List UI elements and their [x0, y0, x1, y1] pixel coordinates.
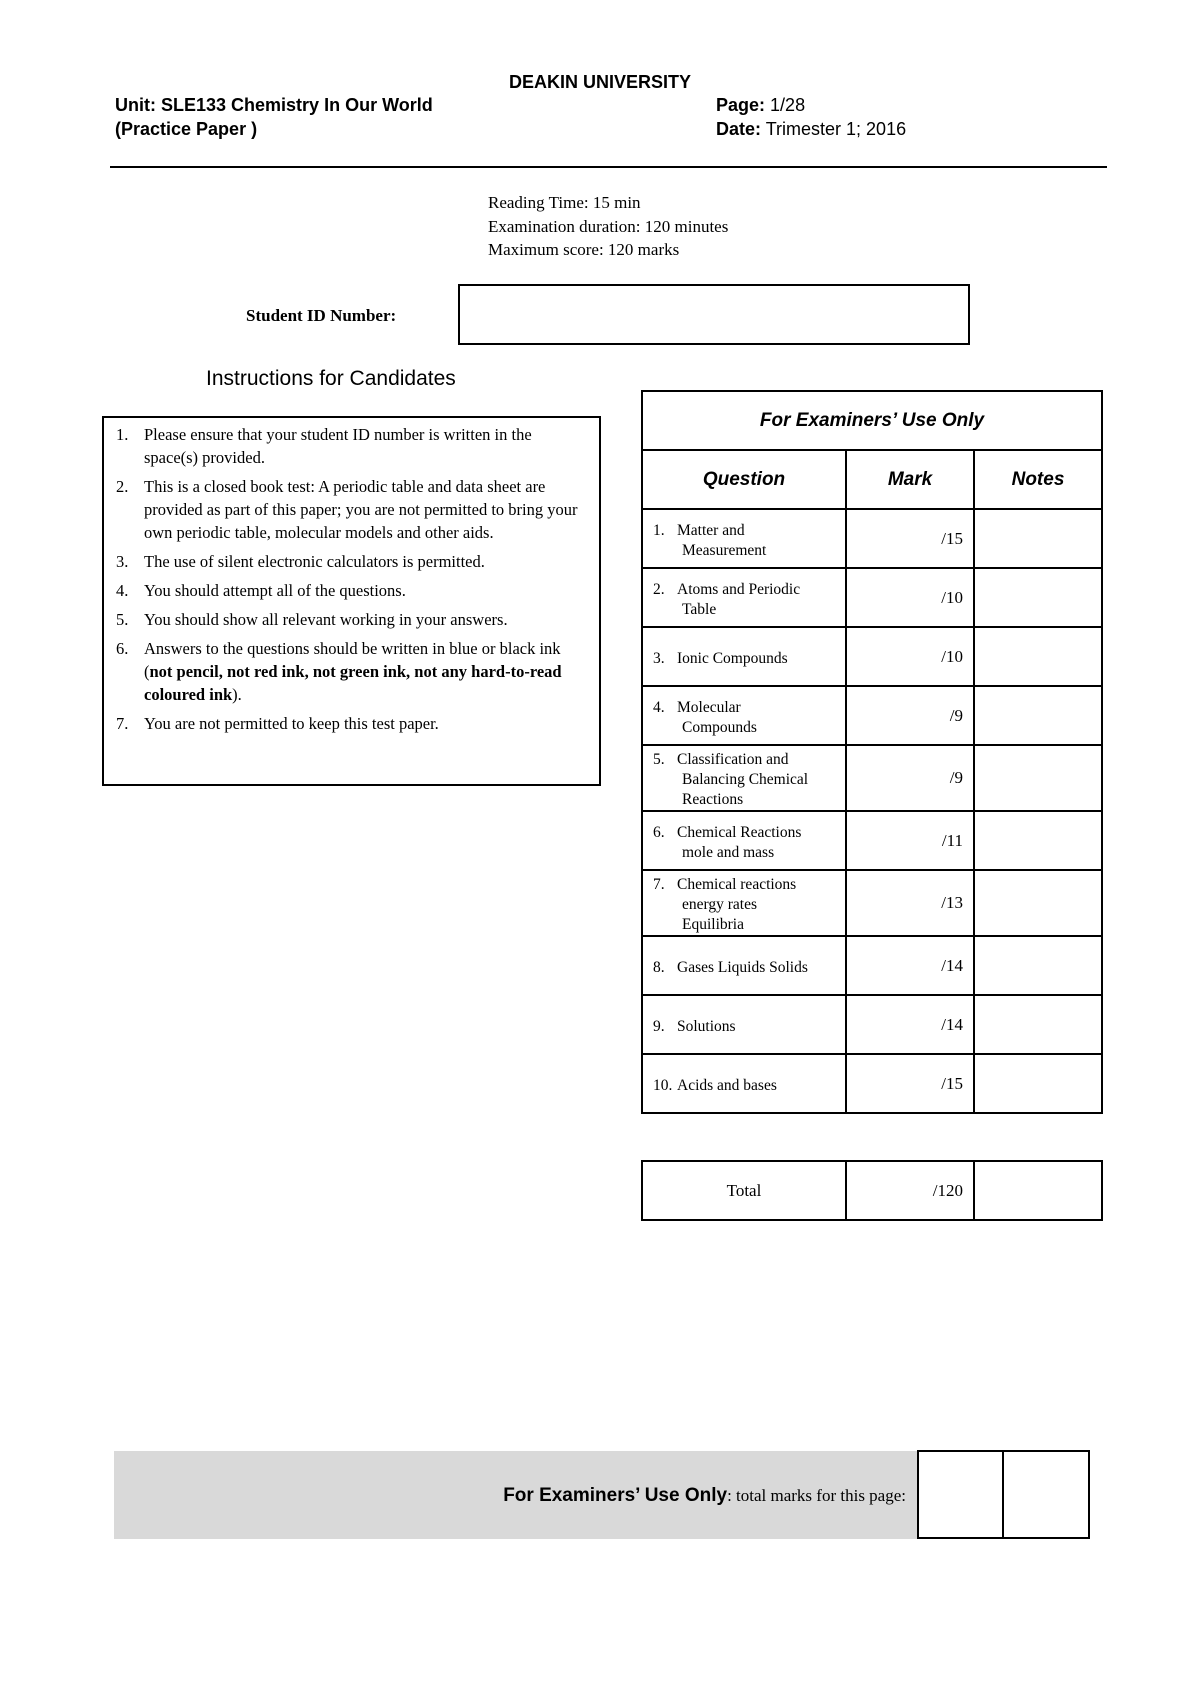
question-title: Solutions: [677, 1017, 736, 1035]
question-title: Gases Liquids Solids: [677, 958, 808, 976]
mark-cell[interactable]: /9: [846, 686, 974, 745]
question-cell: [642, 686, 846, 745]
instruction-text: You should attempt all of the questions.: [144, 581, 406, 600]
question-row: [642, 936, 1102, 995]
instruction-text: Please ensure that your student ID number is written in the space(s) provided.: [144, 425, 532, 467]
date-label: Date:: [716, 119, 762, 139]
question-row: [642, 627, 1102, 686]
total-notes-cell[interactable]: [974, 1161, 1102, 1220]
instruction-text: You are not permitted to keep this test paper.: [144, 714, 439, 733]
notes-cell[interactable]: [974, 568, 1102, 627]
instruction-number: 6.: [116, 639, 129, 658]
question-cell: [642, 811, 846, 870]
question-row: [642, 811, 1102, 870]
notes-cell[interactable]: [974, 745, 1102, 811]
question-cell: [642, 936, 846, 995]
notes-cell[interactable]: [974, 627, 1102, 686]
instruction-number: 3.: [116, 552, 129, 571]
mark-cell[interactable]: /15: [846, 509, 974, 568]
question-row: [642, 509, 1102, 568]
question-title-continuation: Compounds: [682, 718, 757, 736]
instruction-number: 5.: [116, 610, 129, 629]
question-title-line: [653, 875, 837, 895]
instruction-emphasis: not pencil, not red ink, not green ink, not any hard-to-read coloured ink: [144, 662, 562, 704]
total-table: [641, 1160, 1103, 1221]
question-number: 5.: [653, 751, 665, 768]
question-row: [642, 870, 1102, 936]
examiners-table: [641, 390, 1103, 1114]
question-title: Atoms and Periodic: [677, 580, 801, 598]
column-header-mark: Mark: [846, 450, 974, 509]
instruction-item: [116, 608, 585, 631]
instruction-number: 2.: [116, 477, 129, 496]
question-title-continuation: Equilibria: [682, 916, 744, 933]
student-id-field[interactable]: [458, 284, 970, 345]
question-title: Molecular: [677, 698, 741, 716]
total-row: [642, 1161, 1102, 1220]
mark-cell[interactable]: /15: [846, 1054, 974, 1113]
question-cell: [642, 1054, 846, 1113]
university-name: DEAKIN UNIVERSITY: [508, 72, 692, 92]
notes-cell[interactable]: [974, 509, 1102, 568]
mark-cell[interactable]: /10: [846, 627, 974, 686]
maximum-score: Maximum score: 120 marks: [488, 240, 680, 259]
question-number: 10.: [653, 1076, 673, 1094]
question-title: Chemical Reactions: [677, 823, 802, 841]
question-title-continuation: Balancing Chemical: [682, 771, 809, 788]
instruction-item: [116, 423, 585, 469]
instruction-item: [116, 712, 585, 735]
header-divider: [110, 166, 1107, 168]
question-title-line: [653, 1017, 837, 1037]
question-title-line: [653, 823, 837, 843]
page-value: 1/28: [770, 95, 806, 115]
instructions-box: [102, 416, 601, 786]
page-total-box-2[interactable]: [1002, 1450, 1090, 1539]
notes-cell[interactable]: [974, 686, 1102, 745]
question-title-line: [653, 521, 837, 541]
question-title: Matter and: [677, 521, 745, 539]
notes-cell[interactable]: [974, 995, 1102, 1054]
question-title-line: [653, 1076, 837, 1096]
column-header-question: Question: [642, 450, 846, 509]
question-title-continuation: Measurement: [682, 541, 767, 559]
notes-cell[interactable]: [974, 870, 1102, 936]
question-title: Classification and: [677, 751, 789, 768]
instruction-number: 4.: [116, 581, 129, 600]
question-number: 1.: [653, 521, 665, 539]
page-label: Page:: [716, 95, 766, 115]
question-cell: [642, 745, 846, 811]
question-cell: [642, 870, 846, 936]
question-number: 7.: [653, 876, 665, 893]
question-cell: [642, 995, 846, 1054]
question-title-continuation: Table: [682, 600, 717, 618]
practice-paper-label: (Practice Paper ): [115, 119, 258, 139]
date-value: Trimester 1; 2016: [765, 119, 907, 139]
total-mark: /120: [846, 1161, 974, 1220]
unit-line: [115, 95, 433, 116]
exam-duration: Examination duration: 120 minutes: [488, 217, 729, 236]
question-row: [642, 1054, 1102, 1113]
question-number: 8.: [653, 958, 665, 976]
footer-text: [114, 1485, 906, 1507]
question-title: Ionic Compounds: [677, 649, 788, 667]
question-title-line: [653, 649, 837, 669]
mark-cell[interactable]: /11: [846, 811, 974, 870]
question-title: Acids and bases: [677, 1076, 777, 1094]
column-header-notes: Notes: [974, 450, 1102, 509]
instructions-list: [116, 423, 585, 735]
question-title-continuation: Reactions: [682, 791, 744, 808]
notes-cell[interactable]: [974, 811, 1102, 870]
mark-cell[interactable]: /14: [846, 995, 974, 1054]
instruction-item: [116, 637, 585, 706]
question-row: [642, 686, 1102, 745]
unit-label: Unit:: [115, 95, 156, 115]
question-row: [642, 745, 1102, 811]
question-title-continuation: mole and mass: [682, 843, 775, 861]
mark-cell[interactable]: /14: [846, 936, 974, 995]
mark-cell[interactable]: /13: [846, 870, 974, 936]
date-info: [716, 119, 906, 140]
question-title-line: [653, 698, 837, 718]
notes-cell[interactable]: [974, 936, 1102, 995]
question-title: Chemical reactions: [677, 876, 797, 893]
instruction-text: You should show all relevant working in your answers.: [144, 610, 508, 629]
question-cell: [642, 509, 846, 568]
instructions-title: Instructions for Candidates: [206, 367, 456, 390]
mark-cell[interactable]: /10: [846, 568, 974, 627]
question-row: [642, 568, 1102, 627]
footer-total-label: : total marks for this page:: [727, 1486, 906, 1505]
question-number: 3.: [653, 649, 665, 667]
total-label: Total: [642, 1161, 846, 1220]
instruction-text: [144, 637, 585, 706]
instruction-item: [116, 475, 585, 544]
instruction-text: This is a closed book test: A periodic table and data sheet are provided as part of this paper; you are not permitted to bring your own periodic table, molecular models and other aids.: [144, 477, 578, 542]
question-number: 2.: [653, 580, 665, 598]
instruction-text-part: ).: [232, 685, 242, 704]
examiners-table-title: For Examiners’ Use Only: [642, 391, 1102, 450]
student-id-label: Student ID Number:: [246, 306, 397, 325]
page-info: [716, 95, 805, 116]
question-cell: [642, 627, 846, 686]
instruction-item: [116, 550, 585, 573]
page-total-box[interactable]: [917, 1450, 1004, 1539]
question-number: 4.: [653, 698, 665, 716]
question-row: [642, 995, 1102, 1054]
footer-examiners-label: For Examiners’ Use Only: [503, 1485, 728, 1506]
unit-value: SLE133 Chemistry In Our World: [161, 95, 433, 115]
notes-cell[interactable]: [974, 1054, 1102, 1113]
question-number: 6.: [653, 823, 665, 841]
question-title-line: [653, 958, 837, 978]
instruction-text: The use of silent electronic calculators is permitted.: [144, 552, 485, 571]
instruction-number: 1.: [116, 425, 129, 444]
question-number: 9.: [653, 1017, 665, 1035]
question-title-line: [653, 580, 837, 600]
question-title-continuation: energy rates: [682, 896, 758, 913]
instruction-number: 7.: [116, 714, 129, 733]
instruction-text-part: Answers to the questions should be written in blue or black ink (: [144, 639, 561, 681]
mark-cell[interactable]: /9: [846, 745, 974, 811]
instruction-item: [116, 579, 585, 602]
question-cell: [642, 568, 846, 627]
reading-time: Reading Time: 15 min: [488, 193, 641, 212]
question-title-line: [653, 750, 837, 770]
